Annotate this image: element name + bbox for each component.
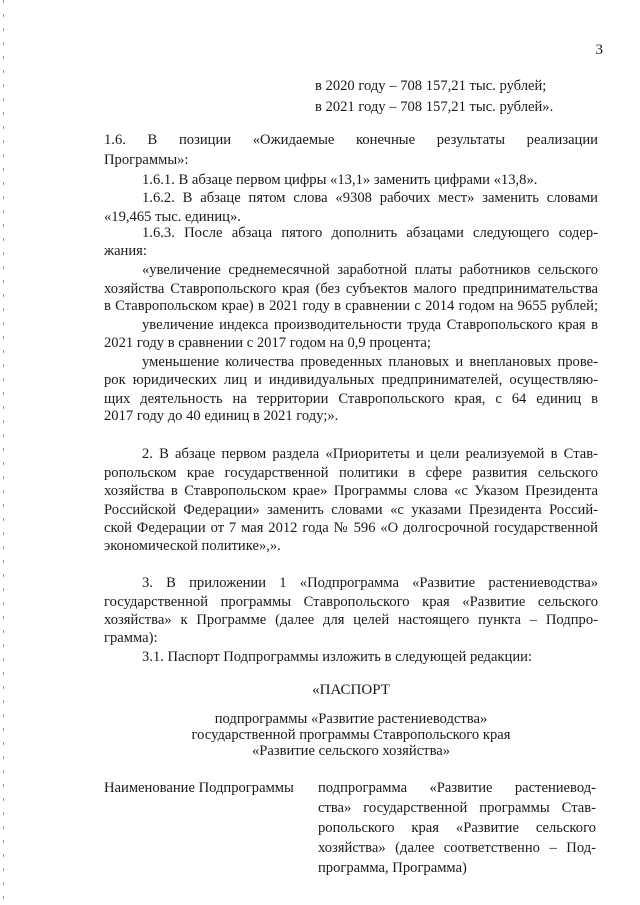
text-line: щих деятельность на территории Ставропольского края, с 64 единиц в [104, 391, 598, 407]
passport-row-value-line: программа, Программа) [318, 860, 467, 876]
text-line: «увеличение среднемесячной заработной платы работников сельского [142, 262, 598, 278]
text-line: рок юридических лиц и индивидуальных предпринимателей, осуществляю- [104, 372, 598, 388]
text-line: ропольском крае государственной политики в сфере развития сельского [104, 465, 598, 481]
passport-subtitle: подпрограммы «Развитие растениеводства» [214, 711, 488, 727]
passport-heading: «ПАСПОРТ [312, 682, 390, 698]
text-line: в 2020 году – 708 157,21 тыс. рублей; [315, 78, 547, 94]
text-line: в Ставропольском крае) в 2021 году в сравнении с 2014 годом на 9655 рублей; [104, 298, 598, 314]
text-line: хозяйства в Ставропольском крае» Программы слова «с Указом Президента [104, 483, 598, 499]
text-line: жания: [104, 243, 147, 259]
text-line: 1.6.1. В абзаце первом цифры «13,1» заменить цифрами «13,8». [142, 172, 538, 188]
passport-row-label: Наименование Подпрограммы [104, 780, 294, 796]
passport-subtitle: «Развитие сельского хозяйства» [251, 743, 451, 759]
text-line: 1.6. В позиции «Ожидаемые конечные результаты реализации [104, 132, 598, 148]
text-line: хозяйства» к Программе (далее для целей настоящего пункта – Подпро- [104, 612, 598, 628]
text-line: 2. В абзаце первом раздела «Приоритеты и цели реализуемой в Став- [142, 446, 598, 462]
text-line: 1.6.2. В абзаце пятом слова «9308 рабочих мест» заменить словами [142, 190, 598, 206]
text-line: в 2021 году – 708 157,21 тыс. рублей». [315, 99, 554, 115]
text-line: 3.1. Паспорт Подпрограммы изложить в следующей редакции: [142, 649, 533, 665]
text-line: экономической политике»,». [104, 538, 281, 554]
passport-row-value-line: ства» государственной программы Став- [318, 800, 596, 816]
passport-row-value-line: ропольского края «Развитие сельского [318, 820, 596, 836]
text-line: Программы»: [104, 152, 189, 168]
text-line: грамма): [104, 630, 158, 646]
text-line: уменьшение количества проведенных плановых и внеплановых прове- [142, 354, 598, 370]
text-line: 2021 году в сравнении с 2017 годом на 0,9 процента; [104, 335, 431, 351]
text-line: Российской Федерации» заменить словами «с указами Президента Россий- [104, 502, 598, 518]
text-line: 1.6.3. После абзаца пятого дополнить абзацами следующего содер- [142, 225, 598, 241]
passport-row-value-line: подпрограмма «Развитие растениевод- [318, 780, 596, 796]
text-line: хозяйства Ставропольского края (без субъектов малого предпринимательства [104, 281, 598, 297]
page-number: 3 [595, 42, 603, 58]
passport-subtitle: государственной программы Ставропольского края [191, 727, 511, 743]
text-line: государственной программы Ставропольского края «Развитие сельского [104, 594, 598, 610]
scan-margin-marks [3, 0, 4, 905]
text-line: «19,465 тыс. единиц». [104, 209, 241, 225]
text-line: ской Федерации от 7 мая 2012 года № 596 «О долгосрочной государственной [104, 520, 598, 536]
text-line: 2017 году до 40 единиц в 2021 году;». [104, 408, 339, 424]
text-line: 3. В приложении 1 «Подпрограмма «Развитие растениеводства» [142, 575, 598, 591]
text-line: увеличение индекса производительности труда Ставропольского края в [142, 317, 598, 333]
passport-row-value-line: хозяйства» (далее соответственно – Под- [318, 840, 596, 856]
